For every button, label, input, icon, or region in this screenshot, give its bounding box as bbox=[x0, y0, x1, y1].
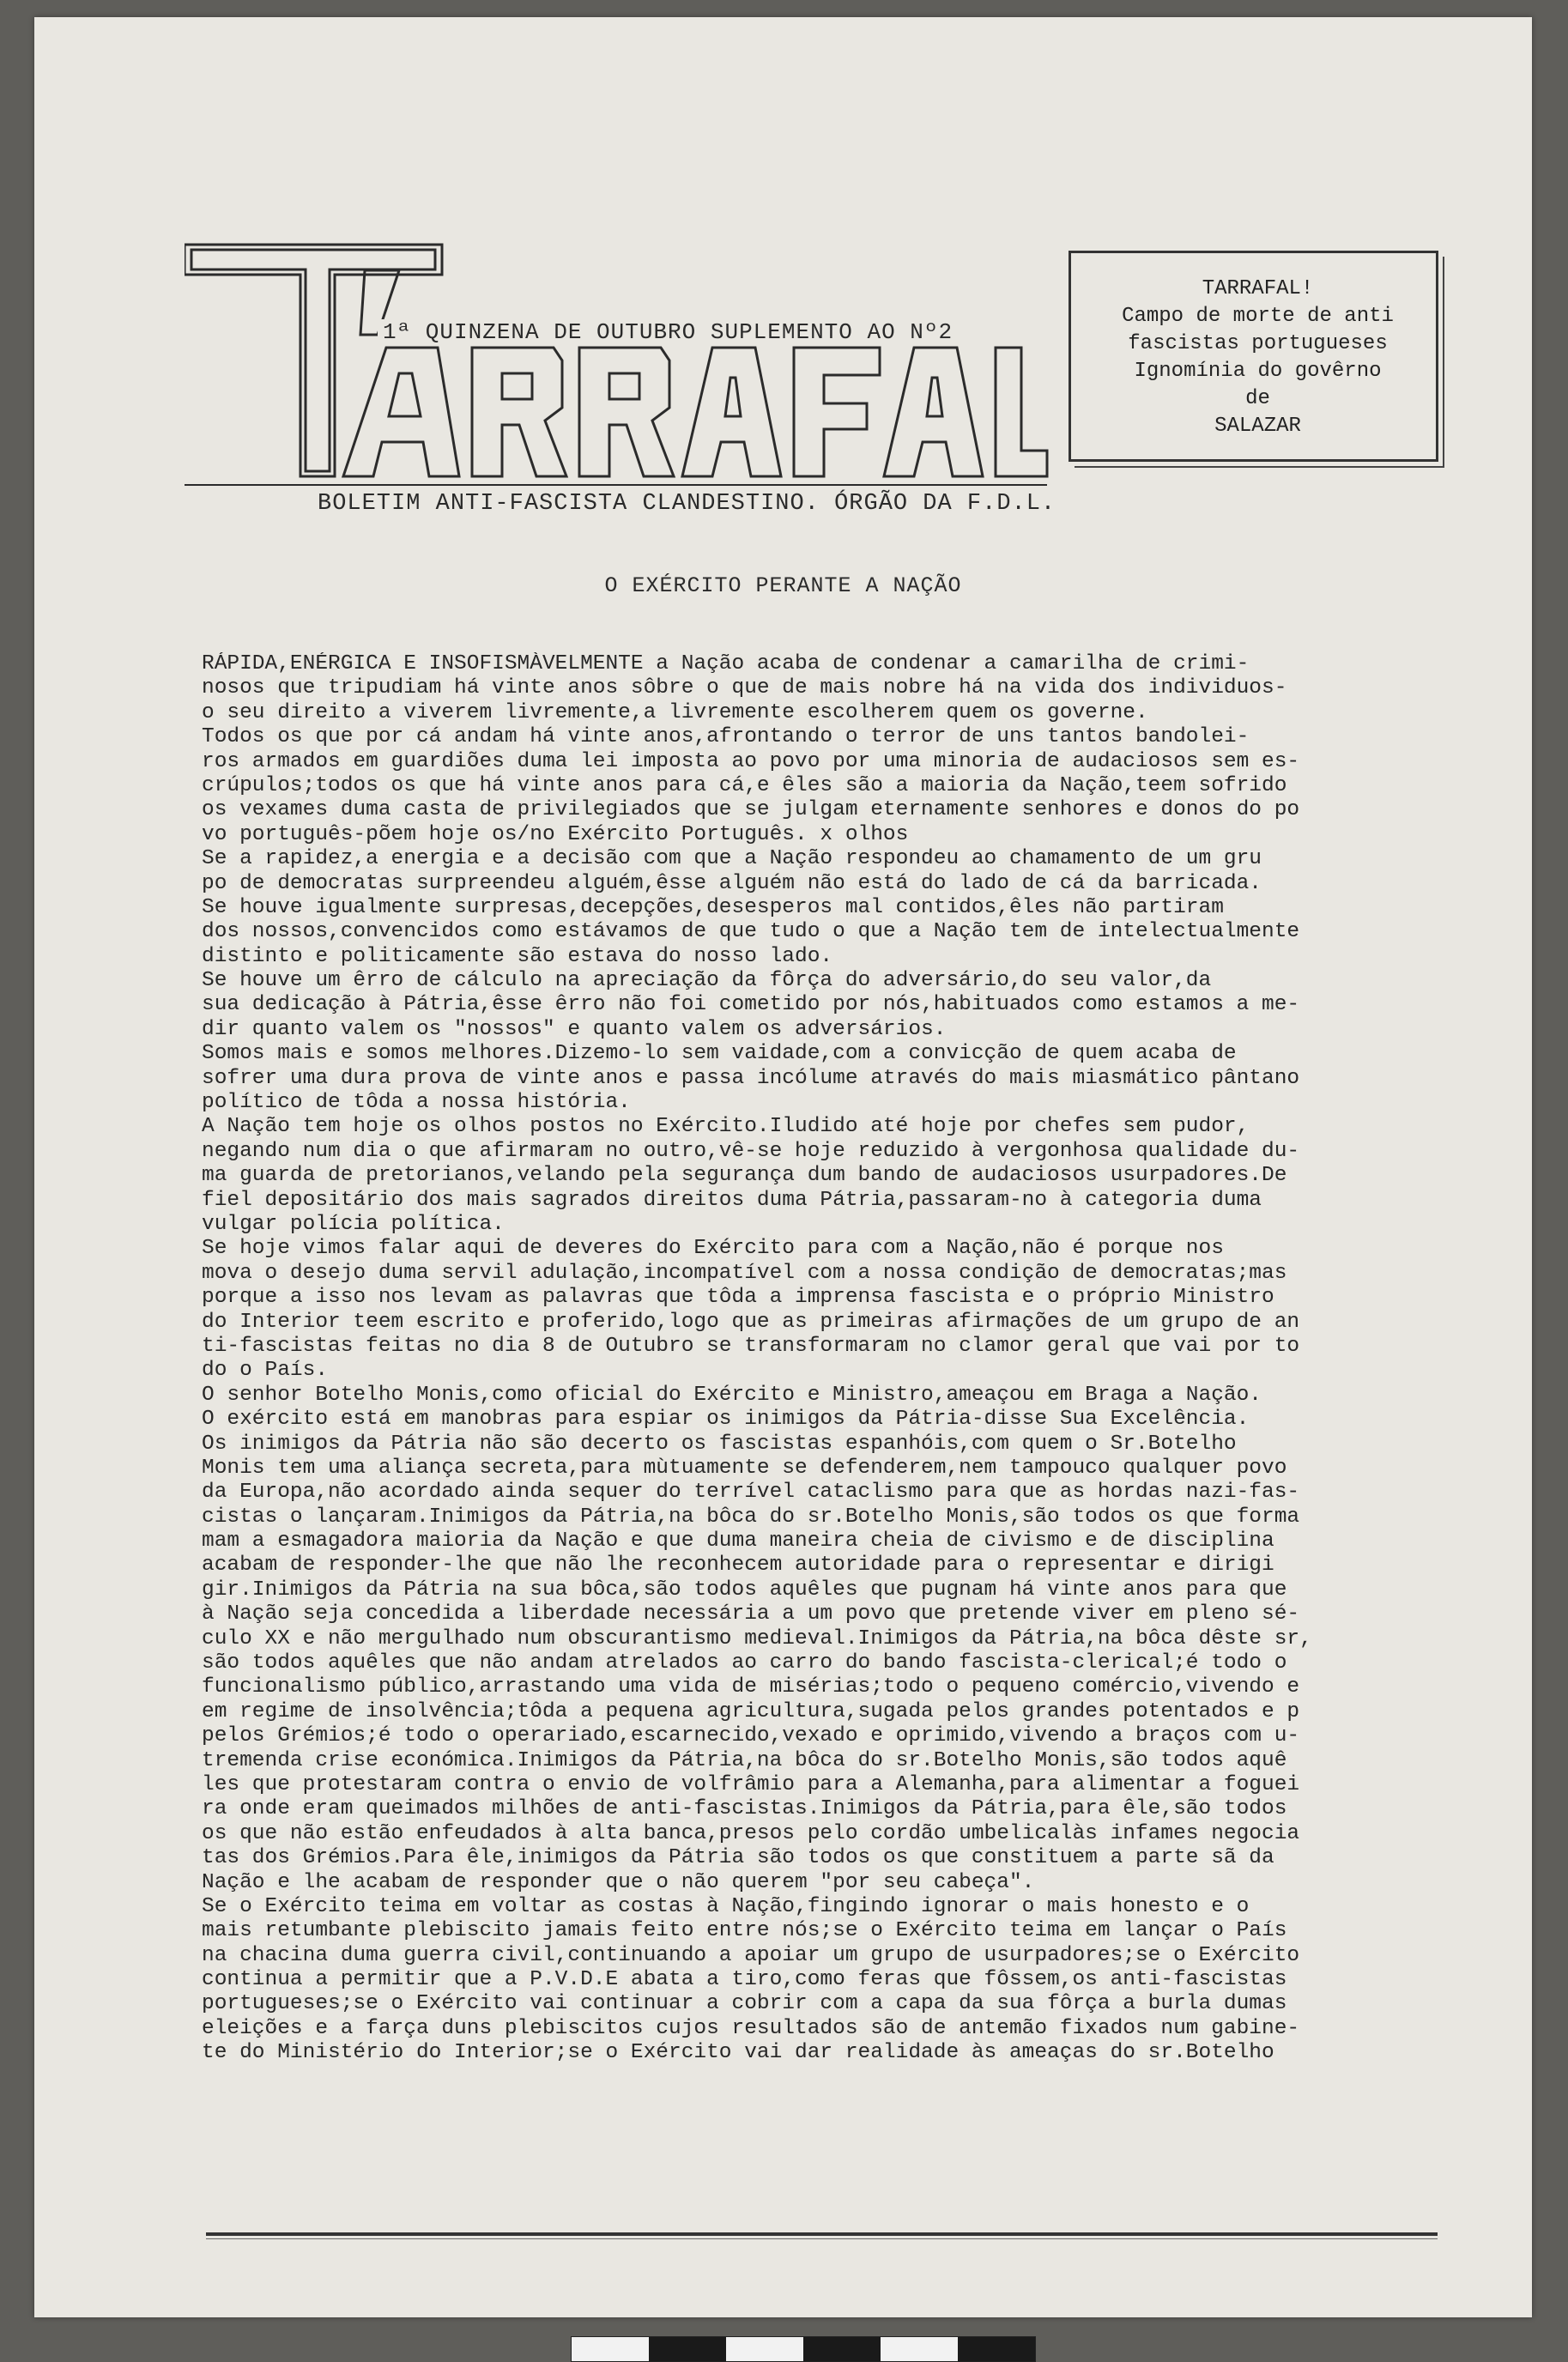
text-line: Se houve igualmente surpresas,decepções,desesperos mal contidos,êles não partiram bbox=[202, 895, 1224, 919]
text-line: Nação e lhe acabam de responder que o não querem "por seu cabeça". bbox=[202, 1870, 1035, 1894]
text-line: negando num dia o que afirmaram no outro,vê-se hoje reduzido à vergonhosa qualidade du- bbox=[202, 1139, 1300, 1163]
ruler-segment bbox=[881, 2337, 958, 2361]
text-line: tremenda crise económica.Inimigos da Pátria,na bôca do sr.Botelho Monis,são todos aquê bbox=[202, 1748, 1287, 1772]
text-line: ros armados em guardiões duma lei imposta ao povo por uma minoria de audaciosos sem es- bbox=[202, 749, 1300, 773]
text-line: Se hoje vimos falar aqui de deveres do Exército para com a Nação,não é porque nos bbox=[202, 1237, 1224, 1261]
text-line: em regime de insolvência;tôda a pequena agricultura,sugada pelos grandes potentados e p bbox=[202, 1699, 1300, 1723]
text-line: continua a permitir que a P.V.D.E abata a tiro,como feras que fôssem,os anti-fascistas bbox=[202, 1968, 1287, 1992]
ruler-segment bbox=[803, 2337, 881, 2361]
text-line: sua dedicação à Pátria,êsse êrro não foi cometido por nós,habituados como estamos a me- bbox=[202, 993, 1300, 1017]
text-line: distinto e politicamente são estava do nosso lado. bbox=[202, 944, 833, 968]
text-line: dos nossos,convencidos como estávamos de que tudo o que a Nação tem de intelectualmente bbox=[202, 920, 1300, 944]
text-line: dir quanto valem os "nossos" e quanto valem os adversários. bbox=[202, 1017, 947, 1041]
text-line: te do Ministério do Interior;se o Exército vai dar realidade às ameaças do sr.Botelho bbox=[202, 2041, 1274, 2065]
text-line: O exército está em manobras para espiar os inimigos da Pátria-disse Sua Excelência. bbox=[202, 1408, 1250, 1432]
text-line: político de tôda a nossa história. bbox=[202, 1091, 631, 1115]
sidebox-line: Campo de morte de anti bbox=[1122, 305, 1394, 328]
issue-line: 1ª QUINZENA DE OUTUBRO SUPLEMENTO AO Nº2 bbox=[378, 319, 958, 345]
ruler-segment bbox=[958, 2337, 1035, 2361]
text-line: Todos os que por cá andam há vinte anos,afrontando o terror de uns tantos bandolei- bbox=[202, 725, 1250, 749]
bottom-rule-thin bbox=[206, 2238, 1438, 2239]
text-line: mam a esmagadora maioria da Nação e que duma maneira cheia de civismo e de disciplina bbox=[202, 1529, 1274, 1553]
text-line: Se o Exército teima em voltar as costas à Nação,fingindo ignorar o mais honesto e o bbox=[202, 1894, 1250, 1918]
sidebox-line: SALAZAR bbox=[1214, 415, 1301, 438]
text-line: tas dos Grémios.Para êle,inimigos da Pátria são todos os que constituem a parte sã da bbox=[202, 1846, 1274, 1870]
text-line: ti-fascistas feitas no dia 8 de Outubro se transformaram no clamor geral que vai por to bbox=[202, 1334, 1300, 1358]
text-line: do o País. bbox=[202, 1359, 329, 1383]
text-line: à Nação seja concedida a liberdade necessária a um povo que pretende viver em pleno sé- bbox=[202, 1602, 1300, 1626]
text-line: vulgar polícia política. bbox=[202, 1212, 505, 1236]
sidebox-text bbox=[1085, 276, 1431, 440]
text-line: RÁPIDA,ENÉRGICA E INSOFISMÀVELMENTE a Nação acaba de condenar a camarilha de crimi- bbox=[202, 652, 1250, 675]
text-line: vo português-põem hoje os/no Exército Português. x olhos bbox=[202, 822, 909, 846]
article-body bbox=[202, 652, 1455, 2066]
ruler-segment bbox=[726, 2337, 803, 2361]
sidebox-line: de bbox=[1245, 387, 1270, 410]
logo-drawing bbox=[185, 236, 1051, 494]
sidebox-line: Ignomínia do govêrno bbox=[1134, 360, 1382, 383]
text-line: ma guarda de pretorianos,velando pela segurança dum bando de audaciosos usurpadores.De bbox=[202, 1164, 1287, 1188]
text-line: mova o desejo duma servil adulação,incompatível com a nossa condição de democratas;mas bbox=[202, 1261, 1287, 1285]
text-line: são todos aquêles que não andam atrelados ao carro do bando fascista-clerical;é todo o bbox=[202, 1651, 1287, 1675]
text-line: Somos mais e somos melhores.Dizemo-lo sem vaidade,com a convicção de quem acaba de bbox=[202, 1042, 1237, 1066]
text-line: gir.Inimigos da Pátria na sua bôca,são todos aquêles que pugnam há vinte anos para que bbox=[202, 1578, 1287, 1602]
newsletter-page bbox=[34, 17, 1532, 2317]
text-line: pelos Grémios;é todo o operariado,escarnecido,vexado e oprimido,vivendo a braços com u- bbox=[202, 1724, 1300, 1748]
text-line: os que não estão enfeudados à alta banca,presos pelo cordão umbelicalàs infames negocia bbox=[202, 1821, 1300, 1845]
text-line: ra onde eram queimados milhões de anti-fascistas.Inimigos da Pátria,para êle,são todos bbox=[202, 1797, 1287, 1821]
text-line: do Interior teem escrito e proferido,logo que as primeiras afirmações de um grupo de an bbox=[202, 1310, 1300, 1334]
text-line: crúpulos;todos os que há vinte anos para cá,e êles são a maioria da Nação,teem sofrido bbox=[202, 773, 1287, 797]
text-line: Monis tem uma aliança secreta,para mùtuamente se defenderem,nem tampouco qualquer povo bbox=[202, 1456, 1287, 1480]
text-line: les que protestaram contra o envio de volfrâmio para a Alemanha,para alimentar a foguei bbox=[202, 1772, 1300, 1796]
ruler-segment bbox=[572, 2337, 649, 2361]
text-line: O senhor Botelho Monis,como oficial do Exército e Ministro,ameaçou em Braga a Nação. bbox=[202, 1383, 1262, 1407]
text-line: fiel depositário dos mais sagrados direitos duma Pátria,passaram-no à categoria duma bbox=[202, 1188, 1262, 1212]
text-line: acabam de responder-lhe que não lhe reconhecem autoridade para o representar e dirigi bbox=[202, 1553, 1274, 1578]
text-line: nosos que tripudiam há vinte anos sôbre o que de mais nobre há na vida dos individuos- bbox=[202, 676, 1287, 700]
bottom-rule bbox=[206, 2232, 1438, 2236]
text-line: culo XX e não mergulhado num obscurantismo medieval.Inimigos da Pátria,na bôca dêste sr, bbox=[202, 1626, 1312, 1650]
text-line: cistas o lançaram.Inimigos da Pátria,na bôca do sr.Botelho Monis,são todos os que forma bbox=[202, 1505, 1300, 1529]
text-line: na chacina duma guerra civil,continuando a apoiar um grupo de usurpadores;se o Exército bbox=[202, 1943, 1300, 1967]
text-line: Se a rapidez,a energia e a decisão com que a Nação respondeu ao chamamento de um gru bbox=[202, 847, 1262, 871]
text-line: o seu direito a viverem livremente,a livremente escolherem quem os governe. bbox=[202, 700, 1148, 724]
sidebox-line: TARRAFAL! bbox=[1202, 277, 1314, 300]
ruler-segment bbox=[649, 2337, 726, 2361]
text-line: sofrer uma dura prova de vinte anos e passa incólume através do mais miasmático pântano bbox=[202, 1066, 1300, 1090]
masthead-logo bbox=[185, 236, 1051, 494]
text-line: funcionalismo público,arrastando uma vida de misérias;todo o pequeno comércio,vivendo e bbox=[202, 1675, 1300, 1699]
text-line: eleições e a farça duns plebiscitos cujos resultados são de antemão fixados num gabine- bbox=[202, 2016, 1300, 2040]
scale-ruler bbox=[571, 2336, 1036, 2362]
text-line: A Nação tem hoje os olhos postos no Exército.Iludido até hoje por chefes sem pudor, bbox=[202, 1115, 1250, 1139]
text-line: Se houve um êrro de cálculo na apreciação da fôrça do adversário,do seu valor,da bbox=[202, 969, 1212, 993]
text-line: os vexames duma casta de privilegiados que se julgam eternamente senhores e donos do po bbox=[202, 798, 1300, 822]
text-line: portugueses;se o Exército vai continuar a cobrir com a capa da sua fôrça a burla dumas bbox=[202, 1992, 1287, 2016]
sidebox-line: fascistas portugueses bbox=[1128, 332, 1388, 355]
text-line: porque a isso nos levam as palavras que tôda a imprensa fascista e o próprio Ministro bbox=[202, 1286, 1274, 1310]
text-line: da Europa,não acordado ainda sequer do terrível cataclismo para que as hordas nazi-fas- bbox=[202, 1481, 1300, 1505]
article-title: O EXÉRCITO PERANTE A NAÇÃO bbox=[604, 573, 962, 598]
subtitle: BOLETIM ANTI-FASCISTA CLANDESTINO. ÓRGÃO DA F.D.L. bbox=[318, 491, 1056, 517]
sidebox bbox=[1069, 251, 1438, 462]
text-line: Os inimigos da Pátria não são decerto os fascistas espanhóis,com quem o Sr.Botelho bbox=[202, 1432, 1237, 1456]
text-line: mais retumbante plebiscito jamais feito entre nós;se o Exército teima em lançar o País bbox=[202, 1919, 1287, 1943]
text-line: po de democratas surpreendeu alguém,êsse alguém não está do lado de cá da barricada. bbox=[202, 871, 1262, 895]
